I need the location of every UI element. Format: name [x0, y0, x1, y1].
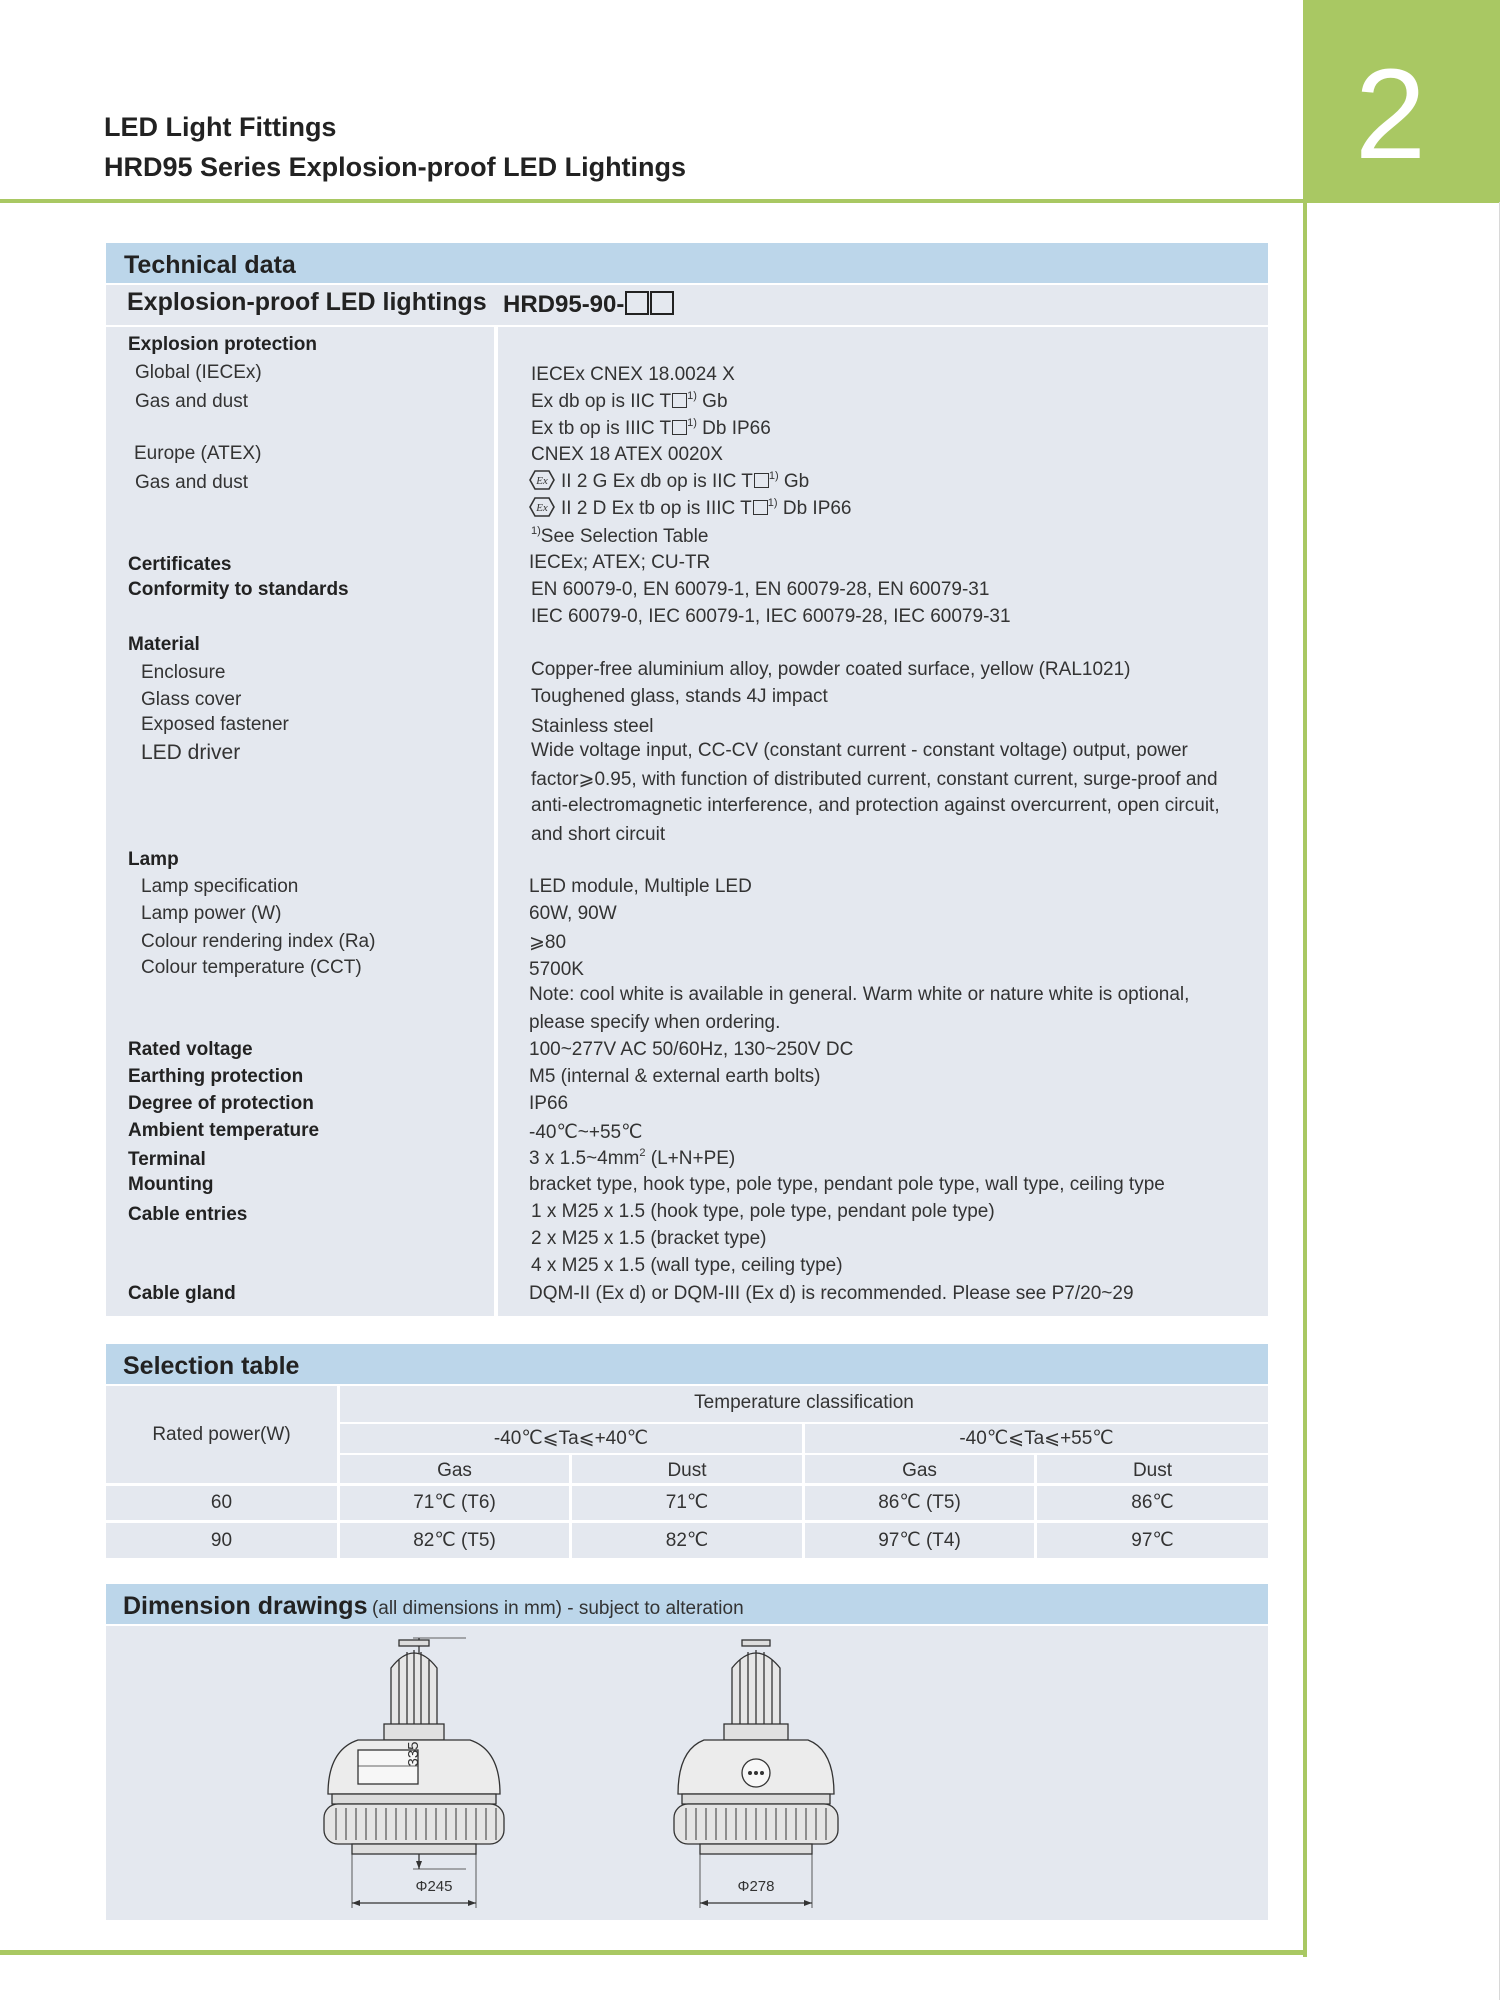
dimension-drawings	[106, 1626, 1268, 1920]
label-earthing: Earthing protection	[128, 1066, 304, 1087]
value-standards-en: EN 60079-0, EN 60079-1, EN 60079-28, EN 60079-31	[531, 579, 990, 600]
label-gas-dust: Gas and dust	[135, 472, 249, 493]
value-cable-entries: 2 x M25 x 1.5 (bracket type)	[531, 1228, 767, 1249]
footnote-mark: 1)	[687, 417, 697, 429]
dimension-header	[106, 1584, 1268, 1624]
placeholder-box-icon	[625, 291, 649, 315]
footnote-mark: 1)	[687, 390, 697, 402]
value-terminal-a: 3 x 1.5~4mm	[529, 1148, 640, 1169]
value-terminal-sup: 2	[639, 1147, 646, 1159]
col-gas-header: Gas	[805, 1455, 1034, 1483]
luminaire-front-view	[324, 1638, 504, 1908]
value-lamp-spec: LED module, Multiple LED	[529, 876, 752, 897]
diameter-label-1: Φ245	[415, 1878, 453, 1895]
header-divider	[0, 199, 1500, 203]
value-iecex-gas-b: Gb	[702, 391, 728, 412]
page-number: 2	[1354, 43, 1427, 186]
label-conformity: Conformity to standards	[128, 579, 349, 600]
value-atex-gas	[529, 470, 809, 493]
value-rated-voltage: 100~277V AC 50/60Hz, 130~250V DC	[529, 1039, 854, 1060]
svg-text:Ex: Ex	[536, 502, 548, 514]
value-cable-entries: 1 x M25 x 1.5 (hook type, pole type, pendant pole type)	[531, 1201, 995, 1222]
value-atex-cert: CNEX 18 ATEX 0020X	[531, 444, 723, 465]
value-standards-iec: IEC 60079-0, IEC 60079-1, IEC 60079-28, IEC 60079-31	[531, 606, 1011, 627]
value-cri: ⩾80	[529, 932, 567, 953]
placeholder-box-icon	[753, 500, 768, 515]
label-degree: Degree of protection	[128, 1093, 314, 1114]
value-driver-line: and short circuit	[531, 824, 666, 845]
label-gas-dust: Gas and dust	[135, 391, 249, 412]
range-header-55: -40℃⩽Ta⩽+55℃	[805, 1424, 1268, 1453]
value-ambient: -40℃~+55℃	[529, 1122, 643, 1143]
label-lamp-spec: Lamp specification	[141, 876, 299, 897]
label-terminal: Terminal	[128, 1149, 206, 1170]
ex-hexagon-icon	[529, 497, 555, 517]
value-mounting: bracket type, hook type, pole type, pendant pole type, wall type, ceiling type	[529, 1174, 1165, 1195]
value-driver-line: Wide voltage input, CC-CV (constant current - constant voltage) output, power	[531, 740, 1188, 761]
table-cell: 86℃	[1037, 1486, 1268, 1520]
dimension-note: (all dimensions in mm) - subject to alteration	[371, 1598, 744, 1619]
selection-table-header: Selection table	[106, 1344, 1268, 1384]
value-iecex-dust	[531, 417, 771, 440]
product-model	[503, 291, 674, 319]
label-explosion-protection: Explosion protection	[128, 334, 317, 355]
svg-text:Ex: Ex	[536, 475, 548, 487]
dimension-title: Dimension drawings	[123, 1592, 368, 1620]
luminaire-side-view	[674, 1640, 838, 1908]
value-cct: 5700K	[529, 959, 584, 980]
placeholder-box-icon	[672, 420, 687, 435]
col-gas-header: Gas	[340, 1455, 569, 1483]
label-lamp-power: Lamp power (W)	[141, 903, 282, 924]
temp-class-header: Temperature classification	[340, 1386, 1268, 1422]
col-dust-header: Dust	[572, 1455, 802, 1483]
ex-hexagon-icon	[529, 470, 555, 490]
value-enclosure: Copper-free aluminium alloy, powder coated surface, yellow (RAL1021)	[531, 659, 1131, 680]
category-title: LED Light Fittings	[104, 112, 337, 142]
value-lamp-power: 60W, 90W	[529, 903, 617, 924]
rated-power-header: Rated power(W)	[106, 1386, 337, 1483]
value-iecex-cert: IECEx CNEX 18.0024 X	[531, 364, 735, 385]
range-header-40: -40℃⩽Ta⩽+40℃	[340, 1424, 802, 1453]
label-cable-gland: Cable gland	[128, 1283, 236, 1304]
label-certificates: Certificates	[128, 554, 232, 575]
label-driver: LED driver	[141, 741, 241, 764]
value-cable-gland: DQM-II (Ex d) or DQM-III (Ex d) is recommended. Please see P7/20~29	[529, 1283, 1134, 1304]
label-rated-voltage: Rated voltage	[128, 1039, 253, 1060]
value-driver-line: factor⩾0.95, with function of distributed current, constant current, surge-proof and	[531, 769, 1218, 790]
value-cct-note: Note: cool white is available in general. Warm white or nature white is optional,	[529, 984, 1190, 1005]
table-cell-power: 60	[106, 1486, 337, 1520]
value-atex-dust-b: Db IP66	[782, 498, 852, 519]
placeholder-box-icon	[672, 393, 687, 408]
value-iecex-dust-a: Ex tb op is IIIC T	[531, 418, 672, 439]
table-cell: 71℃	[572, 1486, 802, 1520]
product-label: Explosion-proof LED lightings	[127, 288, 487, 316]
footer-divider	[0, 1950, 1307, 1955]
value-earthing: M5 (internal & external earth bolts)	[529, 1066, 821, 1087]
label-ambient: Ambient temperature	[128, 1120, 320, 1141]
table-cell: 82℃	[572, 1523, 802, 1558]
value-atex-dust	[529, 497, 852, 520]
value-terminal	[529, 1147, 735, 1170]
label-cable-entries: Cable entries	[128, 1204, 248, 1225]
series-title: HRD95 Series Explosion-proof LED Lightings	[104, 152, 687, 182]
product-model-text: HRD95-90-	[503, 291, 625, 318]
value-iecex-gas	[531, 390, 728, 413]
table-cell: 86℃ (T5)	[805, 1486, 1034, 1520]
height-dimension-label: 335	[405, 1741, 422, 1767]
table-cell: 97℃ (T4)	[805, 1523, 1034, 1558]
placeholder-box-icon	[650, 291, 674, 315]
label-enclosure: Enclosure	[141, 662, 226, 683]
label-global: Global (IECEx)	[135, 362, 262, 383]
value-degree: IP66	[529, 1093, 569, 1114]
value-atex-gas-b: Gb	[783, 471, 810, 492]
table-cell: 97℃	[1037, 1523, 1268, 1558]
value-atex-gas-a: II 2 G Ex db op is IIC T	[561, 471, 753, 492]
label-lamp: Lamp	[128, 849, 179, 870]
footnote-mark: 1)	[768, 470, 779, 482]
placeholder-box-icon	[754, 473, 769, 488]
value-glass-cover: Toughened glass, stands 4J impact	[531, 686, 828, 707]
technical-data-header: Technical data	[106, 243, 1268, 283]
table-cell: 71℃ (T6)	[340, 1486, 569, 1520]
value-iecex-dust-b: Db IP66	[702, 418, 771, 439]
footnote-mark: 1)	[531, 525, 541, 537]
value-fastener: Stainless steel	[531, 716, 654, 737]
label-glass-cover: Glass cover	[141, 689, 242, 710]
label-europe: Europe (ATEX)	[134, 443, 262, 464]
value-footnote	[531, 525, 708, 548]
value-terminal-b: (L+N+PE)	[650, 1148, 736, 1169]
value-footnote-text: See Selection Table	[540, 526, 709, 547]
label-mounting: Mounting	[128, 1174, 214, 1195]
right-border	[1303, 202, 1307, 1957]
value-atex-dust-a: II 2 D Ex tb op is IIIC T	[561, 498, 752, 519]
table-cell-power: 90	[106, 1523, 337, 1558]
value-cct-note: please specify when ordering.	[529, 1012, 781, 1033]
value-driver-line: anti-electromagnetic interference, and protection against overcurrent, open circuit,	[531, 795, 1220, 816]
label-fastener: Exposed fastener	[141, 714, 289, 735]
label-cri: Colour rendering index (Ra)	[141, 931, 376, 952]
diameter-label-2: Φ278	[737, 1878, 775, 1895]
label-cct: Colour temperature (CCT)	[141, 957, 362, 978]
table-cell: 82℃ (T5)	[340, 1523, 569, 1558]
footnote-mark: 1)	[767, 497, 778, 509]
value-certificates: IECEx; ATEX; CU-TR	[529, 552, 711, 573]
label-material: Material	[128, 634, 200, 655]
product-row	[106, 285, 1268, 325]
value-cable-entries: 4 x M25 x 1.5 (wall type, ceiling type)	[531, 1255, 843, 1276]
value-iecex-gas-a: Ex db op is IIC T	[531, 391, 672, 412]
col-dust-header: Dust	[1037, 1455, 1268, 1483]
